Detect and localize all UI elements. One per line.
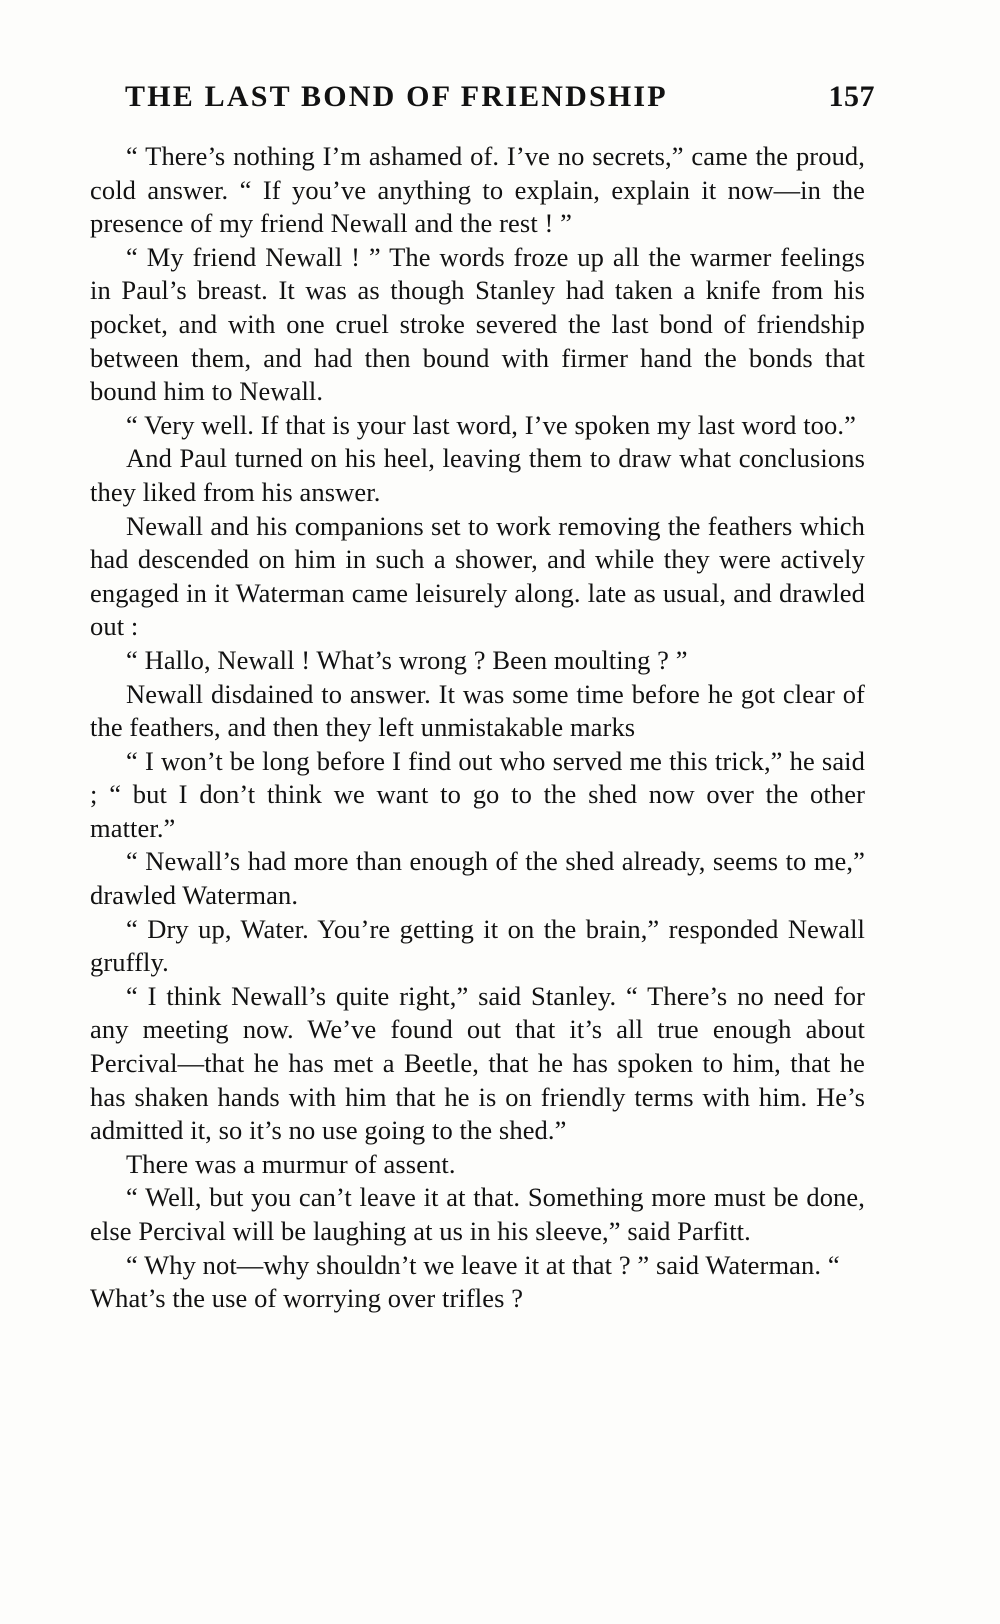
paragraph: “ Well, but you can’t leave it at that. Something more must be done, else Percival will be laughing at us in his sleeve,” said Parfitt. <box>90 1182 865 1246</box>
paragraph: “ Why not—why shouldn’t we leave it at that ? ” said Waterman. “ What’s the use of worrying over trifles ? <box>90 1249 840 1314</box>
paragraph: “ Hallo, Newall ! What’s wrong ? Been moulting ? ” <box>126 644 688 675</box>
paragraph: And Paul turned on his heel, leaving them to draw what conclusions they liked from his answer. <box>90 443 865 507</box>
page-header <box>125 80 875 114</box>
paragraph: “ I think Newall’s quite right,” said Stanley. “ There’s no need for any meeting now. We’ve found out that it’s all true enough about Percival—that he has met a Beetle, that he has spoken to him, that he has shaken hands with him that he is on friendly terms with him. He’s admitted it, so it’s no use going to the shed.” <box>90 980 865 1146</box>
paragraph: “ There’s nothing I’m ashamed of. I’ve no secrets,” came the proud, cold answer. “ If you’ve anything to explain, explain it now—in the presence of my friend Newall and the rest ! ” <box>90 141 865 239</box>
body-text <box>90 140 865 1316</box>
paragraph: “ Newall’s had more than enough of the shed already, seems to me,” drawled Waterman. <box>90 846 865 911</box>
paragraph: Newall and his companions set to work removing the feathers which had descended on him in such a shower, and while they were actively engaged in it Waterman came leisurely along. late as usual, and drawled out : <box>90 510 865 642</box>
paragraph: “ Dry up, Water. You’re getting it on the brain,” responded Newall gruffly. <box>90 913 865 978</box>
page-number: 157 <box>828 80 875 113</box>
paragraph: “ Very well. If that is your last word, I’ve spoken my last word too.” <box>126 409 856 440</box>
running-title: THE LAST BOND OF FRIENDSHIP <box>125 80 668 113</box>
paragraph: “ I won’t be long before I find out who served me this trick,” he said ; “ but I don’t think we want to go to the shed now over the other matter.” <box>90 745 865 843</box>
paragraph: Newall disdained to answer. It was some time before he got clear of the feathers, and then they left unmistakable marks <box>90 678 865 743</box>
paragraph: “ My friend Newall ! ” The words froze up all the warmer feelings in Paul’s breast. It was as though Stanley had taken a knife from his pocket, and with one cruel stroke severed the last bond of friendship between them, and had then bound with firmer hand the bonds that bound him to Newall. <box>90 241 865 407</box>
paragraph: There was a murmur of assent. <box>126 1148 456 1179</box>
